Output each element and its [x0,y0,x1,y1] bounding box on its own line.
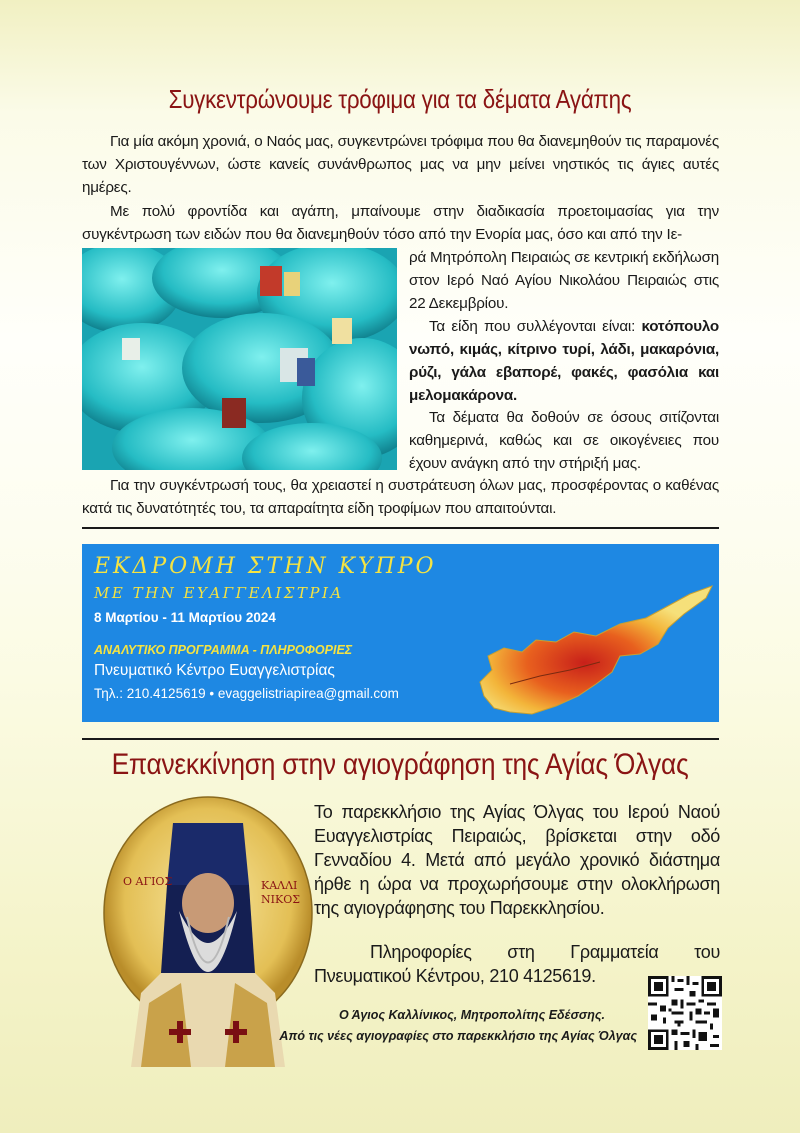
icon-caption-line1: Ο Άγιος Καλλίνικος, Μητροπολίτης Εδέσσης. [338,1008,605,1022]
section1-paragraph-event: ρά Μητρόπολη Πειραιώς σε κεντρική εκδήλωση στον Ιερό Ναό Αγίου Νικολάου Πειραιώς στις 22 Δεκεμβρίου. [409,249,719,312]
banner-program: ΑΝΑΛΥΤΙΚΟ ΠΡΟΓΡΑΜΜΑ - ΠΛΗΡΟΦΟΡΙΕΣ [94,643,353,657]
cyprus-trip-banner [82,544,719,722]
banner-organizer: Πνευματικό Κέντρο Ευαγγελιστρίας [94,662,335,679]
banner-headline: ΕΚΔΡΟΜΗ ΣΤΗΝ ΚΥΠΡΟ [94,554,437,579]
saint-kallinikos-icon-image [101,793,315,1067]
svg-text:ΝΙΚΟΣ: ΝΙΚΟΣ [261,893,300,906]
section1-paragraph-closing: Για την συγκέντρωσή τους, θα χρειαστεί η συστράτευση όλων μας, προσφέροντας ο καθένας κατά τις δυνατότητές του, τα απαραίτητα είδη τροφίμων που απαιτούνται. [82,477,719,517]
section1-paragraph-items [409,315,719,407]
icon-caption-line2: Από τις νέες αγιογραφίες στο παρεκκλήσιο της Αγίας Όλγας [279,1029,637,1043]
divider [82,527,719,529]
items-lead: Τα είδη που συλλέγονται είναι: [429,318,642,335]
section1-paragraph-process: Με πολύ φροντίδα και αγάπη, μπαίνουμε στην διαδικασία προετοιμασίας για την συγκέντρωση των ειδών που θα διανεμηθούν τόσο από την Ενορία μας, όσο και από την Ιε- [82,203,719,243]
banner-dates: 8 Μαρτίου - 11 Μαρτίου 2024 [94,610,276,625]
qr-code-icon[interactable] [648,976,722,1050]
items-list: κοτόπουλο νωπό, κιμάς, κίτρινο τυρί, λάδι, μακαρόνια, ρύζι, γάλα εβαπορέ, φακές, φασόλια και μελομακάρονα. [409,318,719,404]
section2-title: Επανεκκίνηση στην αγιογράφηση της Αγίας Όλγας [111,748,689,781]
section1-paragraph-intro: Για μία ακόμη χρονιά, ο Ναός μας, συγκεντρώνει τρόφιμα που θα διανεμηθούν τις παραμονές των Χριστουγέννων, ώστε κανείς συνάνθρωπος μας να μην μείνει νηστικός τις άγιες αυτές ημέρες. [82,133,719,196]
section2-paragraph-info: Πληροφορίες στη Γραμματεία του Πνευματικού Κέντρου, 210 4125619. [314,942,720,986]
banner-contact: Τηλ.: 210.4125619 • evaggelistriapirea@gmail.com [94,686,399,701]
icon-right-text: ΚΑΛΛΙ [261,879,298,892]
divider [82,738,719,740]
banner-subheadline: ΜΕ ΤΗΝ ΕΥΑΓΓΕΛΙΣΤΡΙΑ [94,584,344,602]
section1-title: Συγκεντρώνουμε τρόφιμα για τα δέματα Αγάπης [168,84,632,114]
section2-paragraph-chapel: Το παρεκκλήσιο της Αγίας Όλγας του Ιερού Ναού Ευαγγελιστρίας Πειραιώς, βρίσκεται στην οδό Γενναδίου 4. Μετά από μεγάλο χρονικό διάστημα ήρθε η ώρα να προχωρήσουμε στην ολοκλήρωση της αγιογράφησης του Παρεκκλησίου. [314,802,720,918]
food-bags-photo [82,248,397,470]
section1-paragraph-recipients: Τα δέματα θα δοθούν σε όσους σιτίζονται καθημερινά, καθώς και σε οικογένειες που έχουν ανάγκη από την στήριξή μας. [409,409,719,472]
cyprus-map-icon [470,584,719,722]
icon-left-text: Ο ΑΓΙΟΣ [123,875,173,888]
